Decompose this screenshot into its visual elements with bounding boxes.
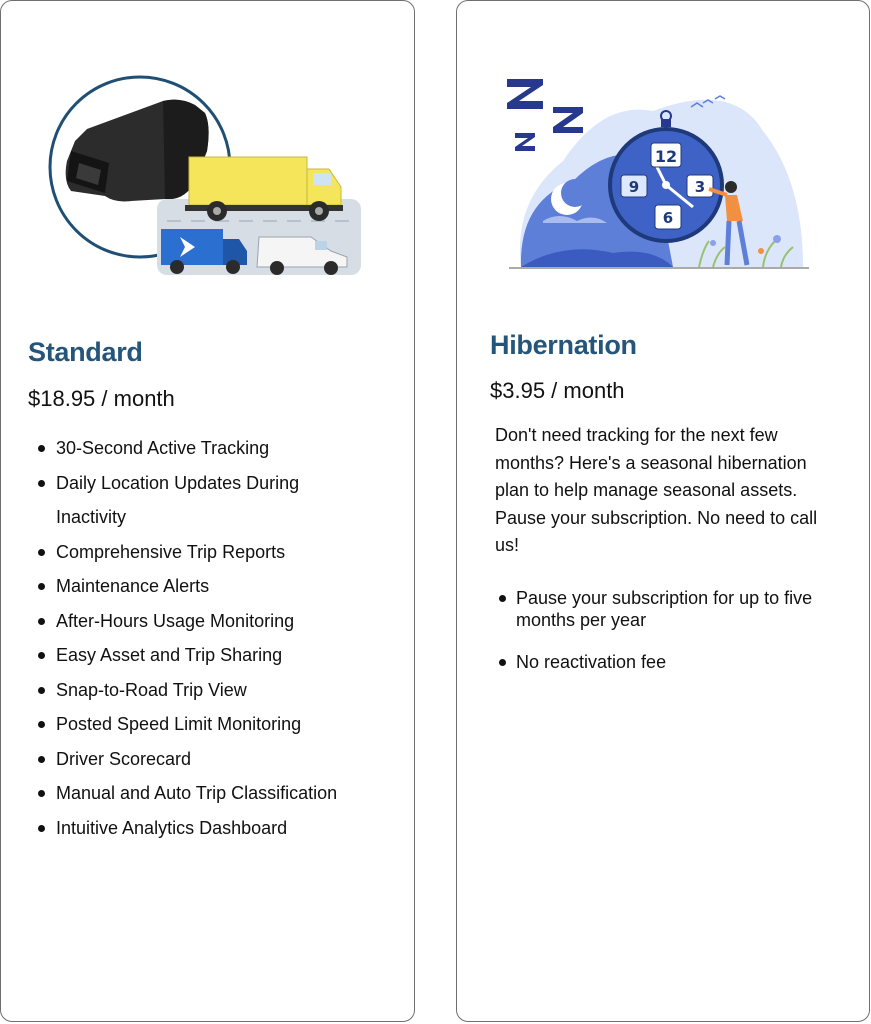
feature-item: Snap-to-Road Trip View xyxy=(29,673,399,708)
plan-description: Don't need tracking for the next few months? Here's a seasonal hibernation plan to help manage seasonal assets. Pause your subscription. No need to call us! xyxy=(495,425,818,556)
feature-item: After-Hours Usage Monitoring xyxy=(29,604,399,639)
plan-price: $3.95 / month xyxy=(490,378,625,403)
feature-item: 30-Second Active Tracking xyxy=(29,431,399,466)
obd-tracker-and-vehicles-illustration xyxy=(45,71,365,281)
svg-text:9: 9 xyxy=(628,178,640,196)
plan-price: $18.95 / month xyxy=(28,386,175,411)
feature-list xyxy=(29,431,399,845)
plan-title: Hibernation xyxy=(490,330,637,360)
feature-item: Maintenance Alerts xyxy=(29,569,399,604)
svg-text:3: 3 xyxy=(694,178,706,196)
plan-title: Standard xyxy=(28,337,143,367)
feature-item: Posted Speed Limit Monitoring xyxy=(29,707,399,742)
feature-item: Daily Location Updates During Inactivity xyxy=(29,466,326,535)
feature-item: Intuitive Analytics Dashboard xyxy=(29,811,399,846)
feature-item: Manual and Auto Trip Classification xyxy=(29,776,399,811)
feature-item: No reactivation fee xyxy=(495,651,815,673)
feature-item: Easy Asset and Trip Sharing xyxy=(29,638,399,673)
svg-text:12: 12 xyxy=(654,147,678,166)
sleep-zzz-icon xyxy=(507,79,583,151)
feature-list xyxy=(495,587,815,693)
plan-card-hibernation xyxy=(456,0,870,1022)
plan-card-standard xyxy=(0,0,415,1022)
svg-text:6: 6 xyxy=(662,209,674,227)
feature-item: Pause your subscription for up to five months per year xyxy=(495,587,815,631)
feature-item: Comprehensive Trip Reports xyxy=(29,535,399,570)
sleeping-clock-illustration xyxy=(503,71,823,273)
feature-item: Driver Scorecard xyxy=(29,742,399,777)
